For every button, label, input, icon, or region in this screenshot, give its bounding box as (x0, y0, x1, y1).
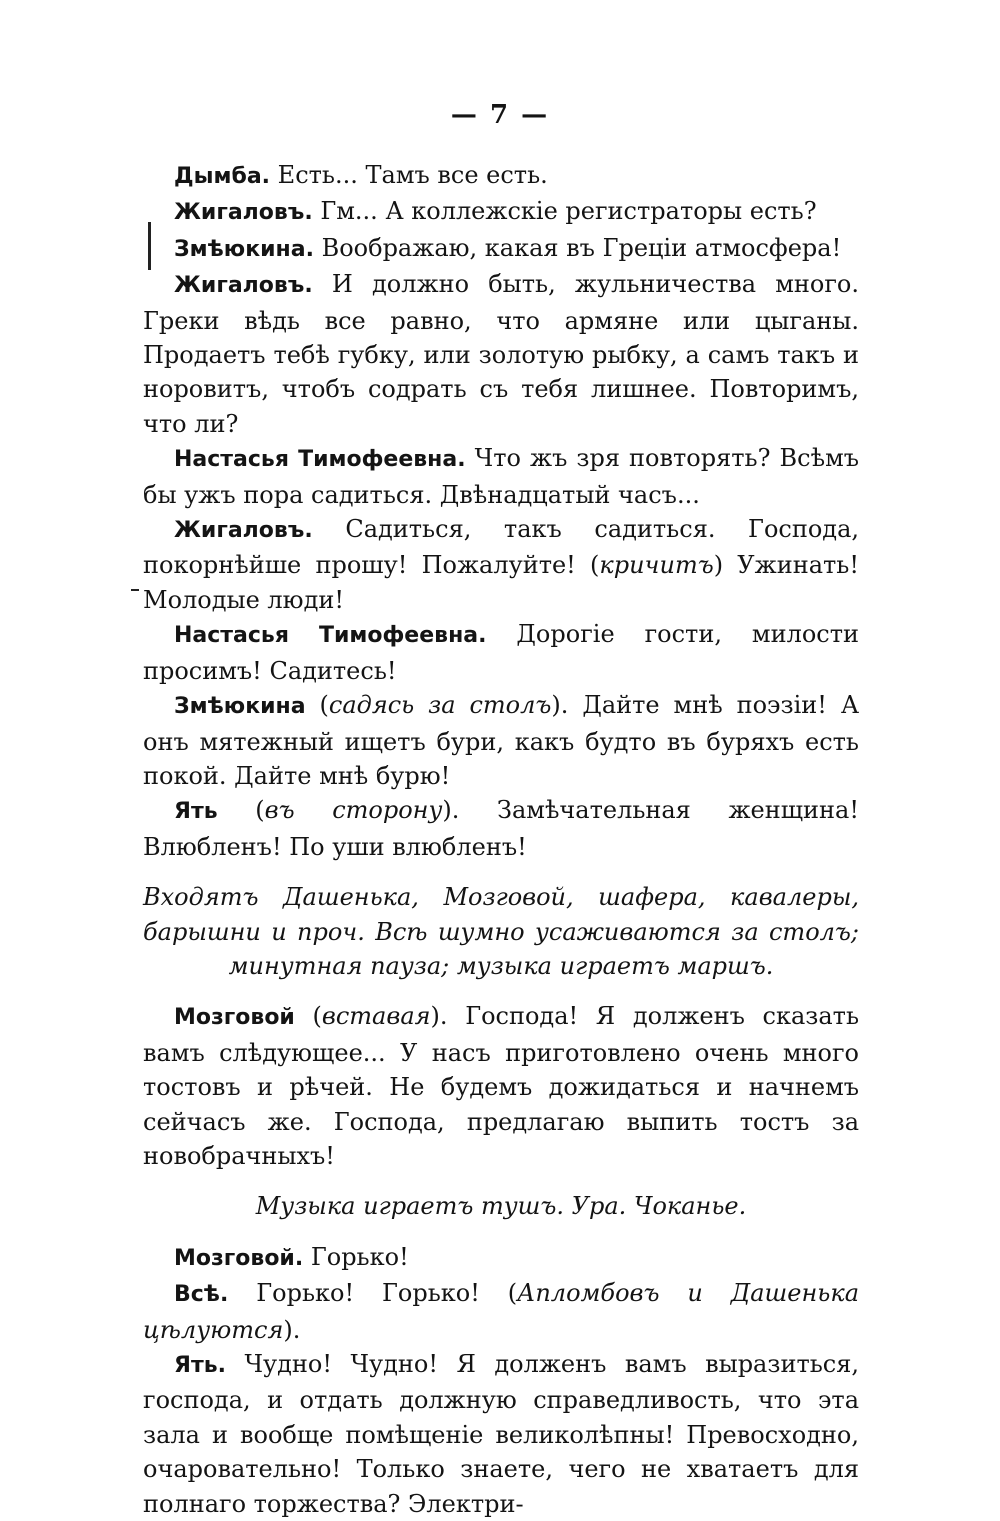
line-text: ). Господа! Я долженъ сказать вамъ слѣдующее... У насъ приготовлено очень много тостовъ и рѣчей. Не будемъ дожидаться и начнемъ сейчасъ же. Господа, предлагаю выпить тостъ за новобрачныхъ! (143, 1002, 860, 1170)
stage-direction-inline: кричитъ (599, 551, 714, 580)
speaker-name: Дымба. (174, 164, 271, 189)
line-text: ) Ужинать! Молодые люди! (143, 551, 859, 614)
stage-direction-inline: вставая (321, 1002, 431, 1031)
speaker-name: Змѣюкина (174, 694, 306, 720)
line-text: Горько! Горько! ( (228, 1279, 518, 1308)
dialogue-line (143, 158, 859, 194)
line-text: ( (294, 1002, 322, 1031)
stage-direction: Входятъ Дашенька, Мозговой, шафера, кавалеры, барышни и проч. Всѣ шумно усаживаются за столъ; минутная пауза; музыка играетъ маршъ. (143, 883, 859, 980)
line-text: ). Дайте мнѣ поэзіи! А онъ мятежный ищетъ бури, какъ будто въ буряхъ есть покой. Дайте мнѣ бурю! (143, 691, 859, 790)
line-text: Чудно! Чудно! Я долженъ вамъ выразиться, господа, и отдать должную справедливость, что эта зала и вообще помѣщеніе великолѣпны! Превосходно, очаровательно! Только знаете, чего не хватаетъ для полнаго торжества? Электри- (143, 1350, 859, 1518)
speaker-name: Жигаловъ. (174, 200, 313, 226)
dialogue-line (143, 1276, 859, 1347)
line-text: Воображаю, какая въ Греціи атмосфера! (313, 233, 842, 262)
speaker-name: Жигаловъ. (174, 518, 313, 544)
speaker-name: Настасья Тимофеевна. (174, 447, 466, 473)
stage-direction-inline: Апломбовъ и Дашенька цѣлуются (143, 1279, 860, 1344)
line-text: ( (305, 691, 329, 720)
dialogue-line (143, 1240, 859, 1276)
speaker-name: Настасья Тимофеевна. (174, 623, 487, 649)
dialogue-line (143, 231, 859, 267)
speaker-name: Ять. (174, 1353, 226, 1378)
dialogue-line (143, 194, 859, 230)
line-text: Дорогіе гости, милости просимъ! Садитесь! (143, 620, 859, 685)
dialogue-line (143, 441, 859, 512)
dialogue-line (143, 267, 859, 441)
line-text: ( (217, 796, 265, 825)
line-text: Гм... А коллежскіе регистраторы есть? (312, 197, 817, 226)
stage-direction-inline: садясь за столъ (328, 691, 552, 720)
stage-direction: Музыка играетъ тушъ. Ура. Чоканье. (255, 1192, 747, 1221)
dialogue-line (143, 793, 859, 864)
line-text: Что жъ зря повторять? Всѣмъ бы ужъ пора садиться. Двѣнадцатый часъ... (143, 444, 860, 509)
line-text: Горько! (303, 1242, 409, 1271)
margin-dash-mark (131, 589, 139, 591)
speaker-name: Жигаловъ. (174, 273, 313, 299)
speaker-name: Мозговой. (174, 1245, 304, 1271)
dialogue-line (143, 1347, 859, 1521)
speaker-name: Ять (174, 799, 218, 825)
speaker-name: Всѣ. (174, 1282, 229, 1308)
dialogue-text (143, 158, 859, 1521)
page-number: — 7 — (450, 100, 550, 130)
speaker-name: Мозговой (174, 1005, 295, 1031)
dialogue-line (143, 617, 859, 688)
line-text: Садиться, такъ садиться. Господа, покорнѣйше прошу! Пожалуйте! ( (143, 515, 859, 580)
dialogue-line (143, 512, 859, 617)
dialogue-line (143, 999, 859, 1173)
speaker-name: Змѣюкина. (174, 236, 314, 262)
line-text: И должно быть, жульничества много. Греки вѣдь все равно, что армяне или цыганы. Продаетъ тебѣ губку, или золотую рыбку, а самъ такъ и норовитъ, чтобъ содрать съ тебя лишнее. Повторимъ, что ли? (143, 270, 859, 438)
dialogue-line (143, 688, 859, 793)
stage-direction-inline: въ сторону (264, 796, 443, 825)
line-text: Есть... Тамъ все есть. (270, 161, 548, 189)
line-text: ). (283, 1315, 301, 1344)
line-text: ). Замѣчательная женщина! Влюбленъ! По уши влюбленъ! (143, 796, 859, 861)
